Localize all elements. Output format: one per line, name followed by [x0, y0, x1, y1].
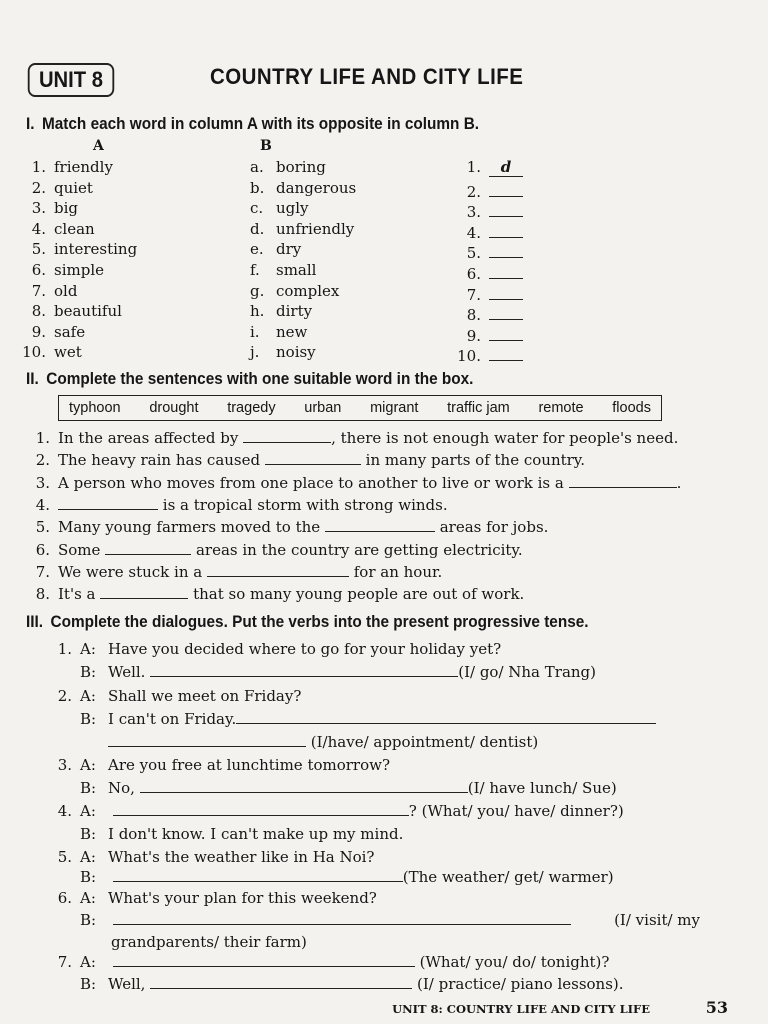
- item-word: complex: [276, 281, 340, 300]
- answer-blank[interactable]: [569, 474, 677, 488]
- section-3-number: III.: [26, 613, 44, 631]
- speaker-a: A:: [80, 889, 96, 907]
- answer-blank[interactable]: [236, 710, 656, 724]
- column-b-item: [250, 261, 316, 279]
- column-a-item: [20, 343, 82, 361]
- item-word: dangerous: [276, 178, 357, 197]
- item-word: small: [276, 261, 317, 279]
- section-2-heading: [26, 370, 473, 389]
- item-letter: b.: [250, 178, 265, 197]
- page-title: COUNTRY LIFE AND CITY LIFE: [210, 64, 524, 89]
- answer-row: [455, 302, 523, 324]
- answer-blank[interactable]: [113, 868, 403, 882]
- sentence-row: [28, 496, 448, 514]
- section-2-number: II.: [26, 370, 39, 388]
- answer-blank[interactable]: [489, 220, 523, 238]
- speaker-a: A:: [80, 848, 96, 866]
- item-word: wet: [54, 343, 82, 362]
- speaker-a: A:: [80, 756, 96, 774]
- sentence-row: [28, 541, 523, 559]
- column-a-item: [20, 220, 95, 238]
- column-b-item: [250, 179, 356, 197]
- item-letter: h.: [250, 302, 265, 321]
- dialogue-line: No,: [108, 779, 135, 797]
- word-box-item: typhoon: [69, 400, 121, 416]
- answer-blank[interactable]: [58, 496, 158, 510]
- dialogue-line: What's your plan for this weekend?: [108, 889, 377, 907]
- sentence-start: Some: [58, 540, 101, 559]
- dialogue-line: Well,: [108, 975, 146, 993]
- dialogue-7-a: [50, 953, 609, 971]
- answer-blank[interactable]: [325, 518, 435, 532]
- answer-blank[interactable]: [489, 302, 523, 320]
- dialogue-2-b-cont: [108, 733, 538, 751]
- dialogue-number: 7.: [57, 953, 72, 971]
- dialogue-6-a: [50, 889, 377, 907]
- answer-row: [455, 199, 523, 221]
- word-box-item: urban: [304, 400, 342, 416]
- dialogue-7-b: [80, 975, 624, 993]
- speaker-b: B:: [80, 663, 97, 681]
- sentence-start: In the areas affected by: [58, 429, 239, 447]
- item-word: boring: [276, 158, 326, 176]
- column-b-item: [250, 323, 307, 341]
- answer-row: [455, 323, 523, 345]
- word-box-item: drought: [149, 400, 199, 416]
- item-letter: f.: [250, 261, 260, 279]
- dialogue-number: 6.: [57, 889, 72, 907]
- speaker-a: A:: [80, 640, 96, 658]
- speaker-a: A:: [80, 802, 96, 820]
- item-number: 6.: [31, 261, 46, 279]
- dialogue-6-cue-cont: [111, 933, 307, 951]
- item-letter: c.: [250, 199, 264, 218]
- item-number: 8.: [31, 302, 46, 321]
- answer-blank[interactable]: [489, 261, 523, 279]
- verb-cue: grandparents/ their farm): [111, 933, 307, 951]
- answer-blank[interactable]: [113, 802, 409, 816]
- dialogue-number: 5.: [57, 848, 72, 866]
- column-a-item: [20, 261, 104, 279]
- word-box: [58, 395, 662, 421]
- dialogue-line: I can't on Friday.: [108, 710, 237, 728]
- column-a-header: A: [93, 138, 104, 154]
- section-1-heading: [26, 115, 479, 134]
- item-word: friendly: [54, 158, 113, 176]
- dialogue-4-a: [50, 802, 624, 820]
- column-a-item: [20, 158, 113, 176]
- answer-blank[interactable]: [113, 911, 571, 925]
- dialogue-6-cue: [614, 911, 700, 929]
- answer-blank[interactable]: [207, 563, 349, 577]
- answer-row: [455, 343, 523, 365]
- item-number: 7.: [31, 281, 46, 300]
- column-b-item: [250, 302, 312, 320]
- sentence-number: 2.: [35, 451, 50, 470]
- item-word: clean: [54, 219, 95, 238]
- speaker-b: B:: [80, 779, 97, 797]
- sentence-end: areas for jobs.: [439, 518, 549, 537]
- speaker-a: A:: [80, 687, 96, 705]
- page-number: 53: [705, 998, 728, 1017]
- sentence-end: .: [676, 473, 682, 492]
- answer-blank[interactable]: [489, 282, 523, 300]
- answer-number: 3.: [466, 203, 481, 222]
- sentence-number: 5.: [35, 518, 50, 537]
- dialogue-4-b: [80, 825, 403, 843]
- section-2-instruction: Complete the sentences with one suitable word in the box.: [46, 370, 474, 388]
- sentence-start: The heavy rain has caused: [58, 451, 261, 470]
- column-a-item: [20, 199, 78, 217]
- dialogue-line: What's the weather like in Ha Noi?: [108, 848, 375, 866]
- sentence-row: [28, 585, 524, 603]
- verb-cue: (I/ go/ Nha Trang): [458, 663, 597, 681]
- item-number: 9.: [31, 322, 46, 341]
- item-number: 4.: [31, 219, 46, 238]
- sentence-end: that so many young people are out of work.: [193, 585, 525, 604]
- answer-blank[interactable]: [489, 199, 523, 217]
- verb-cue: (I/ practice/ piano lessons).: [417, 975, 624, 993]
- dialogue-number: 3.: [57, 756, 72, 774]
- section-1-number: I.: [26, 115, 35, 133]
- answer-blank[interactable]: [489, 323, 523, 341]
- item-number: 3.: [31, 199, 46, 218]
- answer-blank[interactable]: [243, 429, 331, 443]
- item-word: ugly: [276, 199, 309, 218]
- dialogue-1-b: [80, 663, 596, 681]
- sentence-row: [28, 451, 585, 469]
- sentence-row: [28, 429, 678, 447]
- item-letter: g.: [250, 281, 265, 300]
- verb-cue: (I/ have lunch/ Sue): [467, 779, 617, 797]
- answer-number: 8.: [466, 306, 481, 325]
- sentence-row: [28, 474, 681, 492]
- answer-row: [455, 158, 523, 177]
- item-number: 5.: [31, 240, 46, 259]
- answer-blank[interactable]: [113, 953, 415, 967]
- dialogue-3-b: [80, 779, 617, 797]
- column-b-item: [250, 199, 309, 217]
- answer-blank[interactable]: [489, 179, 523, 197]
- dialogue-3-a: [50, 756, 390, 774]
- answer-blank[interactable]: d: [489, 159, 523, 177]
- dialogue-number: 4.: [57, 802, 72, 820]
- item-word: simple: [54, 261, 104, 279]
- sentence-start: It's a: [58, 585, 96, 604]
- dialogue-line: Shall we meet on Friday?: [108, 687, 302, 705]
- sentence-number: 6.: [35, 540, 50, 559]
- word-box-item: remote: [538, 400, 584, 416]
- answer-blank[interactable]: [150, 975, 412, 989]
- section-3-instruction: Complete the dialogues. Put the verbs into the present progressive tense.: [50, 613, 589, 631]
- sentence-number: 8.: [35, 585, 50, 604]
- answer-row: [455, 240, 523, 262]
- item-letter: a.: [250, 158, 264, 176]
- answer-number: 4.: [466, 223, 481, 242]
- sentence-number: 7.: [35, 562, 50, 581]
- speaker-b: B:: [80, 710, 97, 728]
- sentence-end: , there is not enough water for people's need.: [331, 429, 679, 447]
- dialogue-5-b: [80, 868, 614, 886]
- answer-blank[interactable]: [100, 585, 188, 599]
- item-letter: e.: [250, 240, 264, 259]
- dialogue-2-b: [80, 710, 656, 728]
- footer-title: UNIT 8: COUNTRY LIFE AND CITY LIFE: [392, 1002, 650, 1016]
- answer-blank[interactable]: [150, 663, 458, 677]
- sentence-end: areas in the country are getting electricity.: [195, 540, 523, 559]
- item-number: 10.: [22, 343, 46, 362]
- sentence-end: for an hour.: [353, 562, 443, 581]
- answer-number: 2.: [466, 182, 481, 201]
- dialogue-line: I don't know. I can't make up my mind.: [108, 825, 404, 843]
- item-number: 2.: [31, 178, 46, 197]
- item-word: big: [54, 199, 79, 218]
- sentence-number: 3.: [35, 473, 50, 492]
- item-word: dry: [276, 240, 302, 259]
- column-b-item: [250, 282, 339, 300]
- dialogue-5-a: [50, 848, 374, 866]
- item-word: old: [54, 281, 78, 300]
- item-word: safe: [54, 322, 86, 341]
- item-letter: d.: [250, 219, 265, 238]
- answer-number: 5.: [466, 244, 481, 263]
- answer-blank[interactable]: [489, 343, 523, 361]
- dialogue-line: Have you decided where to go for your holiday yet?: [108, 640, 502, 658]
- answer-blank[interactable]: [140, 779, 468, 793]
- item-word: beautiful: [54, 302, 122, 321]
- column-a-item: [20, 282, 77, 300]
- verb-cue: (What/ you/ do/ tonight)?: [419, 953, 610, 971]
- sentence-number: 1.: [35, 429, 50, 447]
- sentence-end: is a tropical storm with strong winds.: [162, 495, 448, 514]
- verb-cue: (The weather/ get/ warmer): [402, 868, 614, 886]
- unit-label: UNIT 8: [28, 63, 114, 97]
- column-b-item: [250, 220, 354, 238]
- answer-number: 6.: [466, 265, 481, 283]
- answer-row: [455, 282, 523, 304]
- dialogue-6-b: [80, 911, 571, 929]
- sentence-start: A person who moves from one place to another to live or work is a: [58, 473, 564, 492]
- dialogue-number: 1.: [57, 640, 72, 658]
- answer-blank[interactable]: [265, 451, 361, 465]
- answer-row: [455, 261, 523, 283]
- answer-number: 9.: [466, 326, 481, 345]
- word-box-item: traffic jam: [447, 400, 510, 416]
- dialogue-number: 2.: [57, 687, 72, 705]
- column-a-item: [20, 323, 85, 341]
- item-word: new: [276, 322, 308, 341]
- item-word: unfriendly: [276, 219, 355, 238]
- column-b-item: [250, 240, 301, 258]
- word-box-item: migrant: [370, 400, 419, 416]
- dialogue-2-a: [50, 687, 301, 705]
- column-a-item: [20, 240, 137, 258]
- verb-cue: (I/ visit/ my: [614, 911, 700, 929]
- speaker-b: B:: [80, 911, 97, 929]
- item-number: 1.: [31, 158, 46, 176]
- dialogue-1-a: [50, 640, 501, 658]
- column-a-item: [20, 179, 93, 197]
- speaker-a: A:: [80, 953, 96, 971]
- speaker-b: B:: [80, 868, 97, 886]
- section-1-instruction: Match each word in column A with its opposite in column B.: [41, 115, 480, 133]
- item-letter: i.: [250, 322, 260, 341]
- word-box-item: tragedy: [227, 400, 276, 416]
- sentence-number: 4.: [35, 495, 50, 514]
- column-b-item: [250, 158, 326, 176]
- sentence-row: [28, 518, 548, 536]
- sentence-start: Many young farmers moved to the: [58, 518, 321, 537]
- column-b-header: B: [260, 138, 272, 154]
- section-3-heading: [26, 613, 589, 632]
- column-b-item: [250, 343, 316, 361]
- item-word: quiet: [54, 178, 93, 197]
- answer-number: 10.: [457, 347, 481, 366]
- answer-row: [455, 179, 523, 201]
- word-box-item: floods: [612, 400, 651, 416]
- answer-blank[interactable]: [108, 733, 306, 747]
- dialogue-line: Well.: [108, 663, 146, 681]
- sentence-end: in many parts of the country.: [365, 451, 586, 470]
- speaker-b: B:: [80, 825, 97, 843]
- answer-number: 1.: [466, 158, 481, 176]
- answer-blank[interactable]: [489, 240, 523, 258]
- speaker-b: B:: [80, 975, 97, 993]
- answer-row: [455, 220, 523, 242]
- item-word: noisy: [276, 343, 316, 362]
- answer-blank[interactable]: [105, 541, 191, 555]
- item-word: dirty: [276, 302, 313, 321]
- item-letter: j.: [250, 343, 260, 362]
- sentence-row: [28, 563, 442, 581]
- verb-cue: (I/have/ appointment/ dentist): [310, 733, 539, 751]
- column-a-item: [20, 302, 122, 320]
- verb-cue: ? (What/ you/ have/ dinner?): [408, 802, 624, 820]
- item-word: interesting: [54, 240, 138, 259]
- dialogue-line: Are you free at lunchtime tomorrow?: [108, 756, 391, 774]
- answer-number: 7.: [466, 285, 481, 304]
- sentence-start: We were stuck in a: [58, 562, 203, 581]
